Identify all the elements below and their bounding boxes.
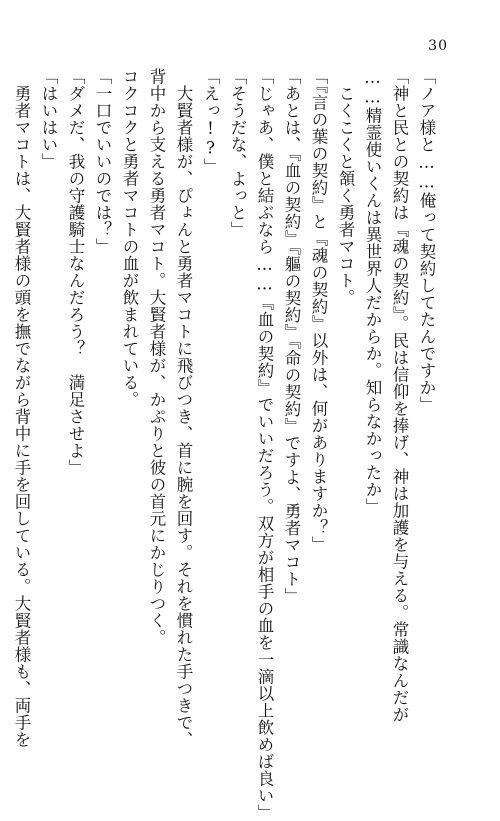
text-line: 「はいはい」 xyxy=(39,68,58,170)
text-line: 背中から支える勇者マコト。大賢者様が、かぷりと彼の首元にかじりつく。 xyxy=(147,68,166,646)
page-number: 30 xyxy=(428,38,448,54)
text-line: 「『言の葉の契約』と『魂の契約』以外は、何がありますか？」 xyxy=(309,68,328,553)
text-line: 「一口でいいのでは？」 xyxy=(93,68,112,255)
text-line: 「神と民との契約は『魂の契約』。民は信仰を捧げ、神は加護を与える。常識なんだが xyxy=(390,68,409,723)
text-line: こくこくと頷く勇者マコト。 xyxy=(336,84,355,306)
novel-text-body xyxy=(12,68,440,821)
text-line: 「あとは、『血の契約』『軀の契約』『命の契約』ですよ、勇者マコト」 xyxy=(282,68,301,605)
text-line: 大賢者様が、ぴょんと勇者マコトに飛びつき、首に腕を回す。それを慣れた手つきで、 xyxy=(174,84,193,748)
text-line: ……精霊使いくんは異世界人だからか。知らなかったか」 xyxy=(363,68,382,515)
text-line: 「えっ!?」 xyxy=(201,68,220,175)
text-line: コクコクと勇者マコトの血が飲まれている。 xyxy=(120,68,139,408)
text-line: 「ノア様と……俺って契約してたんですか」 xyxy=(417,68,436,413)
text-line: 「そうだな、よっと」 xyxy=(228,68,247,238)
text-line: 「じゃあ、僕と結ぶなら……『血の契約』でいいだろう。双方が相手の血を一滴以上飲めば良い」 xyxy=(255,68,274,821)
text-line: 「ダメだ、我の守護騎士なんだろう？ 満足させよ」 xyxy=(66,68,85,476)
text-line: 勇者マコトは、大賢者様の頭を撫でながら背中に手を回している。大賢者様も、両手を xyxy=(12,84,31,748)
